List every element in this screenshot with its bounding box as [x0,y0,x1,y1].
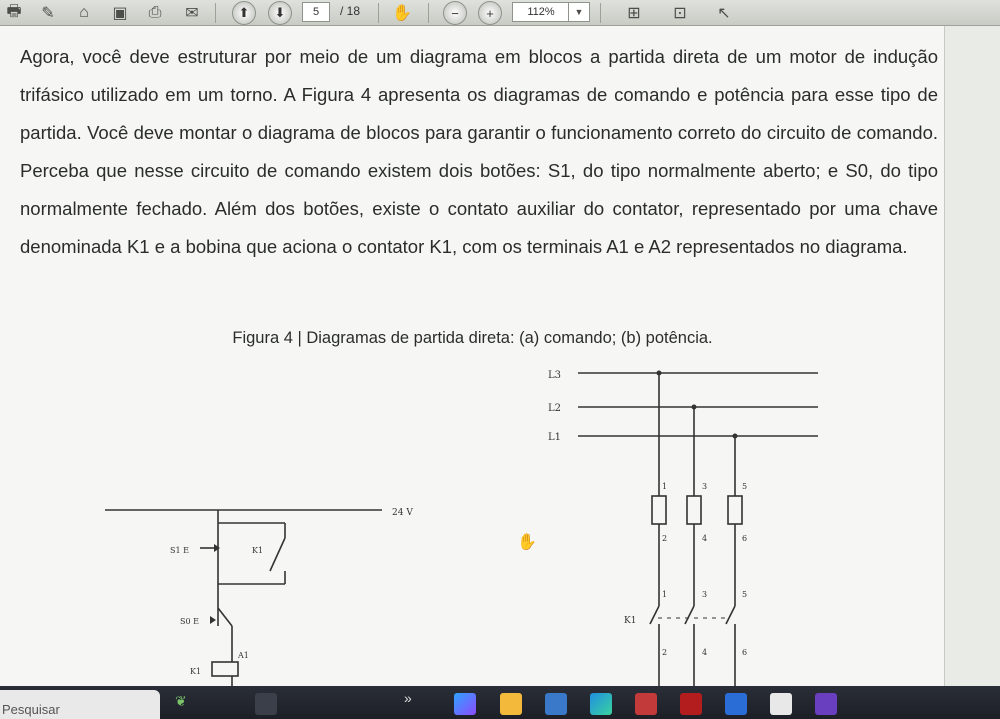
command-diagram [105,510,382,688]
s1-arrow-icon [214,544,220,552]
home-icon[interactable]: ⌂ [79,4,89,21]
line-label-l1: L1 [548,432,562,443]
a1-label: A1 [238,651,249,660]
hand-cursor-icon: ✋ [517,534,537,551]
contactor-label: K1 [624,616,637,626]
contact-k1-3 [726,606,735,624]
pdf-reader-icon[interactable] [680,693,702,715]
edit-icon[interactable]: ✎ [41,5,55,22]
line-label-l2: L2 [548,403,562,414]
contactor-bottom-2: 2 [662,648,668,657]
junction-l2 [692,405,697,410]
fuse-bottom-4: 4 [702,534,708,543]
up-icon[interactable]: ⬆ [232,1,256,25]
toolbar-separator [428,3,429,23]
minus-icon[interactable]: − [443,1,467,25]
k1-contact-label: K1 [252,546,264,555]
store-icon[interactable] [545,693,567,715]
fit-icon[interactable]: ⊞ [627,5,641,22]
page-total: / 18 [340,4,361,18]
expand-icon[interactable]: ⊡ [673,5,687,22]
contactor-bottom-6: 6 [742,648,748,657]
s0-contact [218,608,232,626]
fuse-top-1: 1 [662,482,668,491]
s1-label: S1 E [170,546,189,555]
dropdown-icon[interactable]: ▼ [568,2,590,22]
zoom-input[interactable]: 112% [512,2,570,22]
fuse-bottom-6: 6 [742,534,748,543]
contactor-top-1: 1 [662,590,668,599]
k1-coil [212,662,238,676]
fuse-1 [652,496,666,524]
save-icon[interactable]: ▣ [112,5,128,22]
contactor-top-5: 5 [742,590,748,599]
overflow-chevron-icon[interactable]: » [404,690,412,706]
teams-icon[interactable] [815,693,837,715]
edge-browser-icon[interactable] [590,693,612,715]
page-number-input[interactable]: 5 [302,2,330,22]
mail-icon[interactable]: ✉ [185,5,199,22]
print-icon[interactable]: 🖶 [6,2,22,20]
fuse-bottom-2: 2 [662,534,668,543]
k1-auxiliary-contact [270,538,285,571]
plus-icon[interactable]: + [478,1,502,25]
windows-taskbar [0,686,1000,719]
fuse-2 [687,496,701,524]
printer-icon[interactable]: ⎙ [148,4,162,21]
copilot-icon[interactable] [454,693,476,715]
file-explorer-icon[interactable] [500,693,522,715]
toolbar-separator [600,3,601,23]
supply-label: 24 V [392,508,413,518]
line-label-l3: L3 [548,370,562,381]
figure-caption: Figura 4 | Diagramas de partida direta: (a) comando; (b) potência. [232,329,713,347]
fuse-top-3: 3 [702,482,708,491]
junction-l1 [733,434,738,439]
fuse-3 [728,496,742,524]
document-page [0,26,945,686]
contactor-top-3: 3 [702,590,708,599]
chrome-icon[interactable] [770,693,792,715]
s0-arrow-icon [210,616,216,624]
toolbar-separator [215,3,216,23]
junction-l3 [657,371,662,376]
contactor-bottom-4: 4 [702,648,708,657]
toolbar-separator [378,3,379,23]
plant-widget-icon[interactable]: ❦ [175,693,187,709]
s0-label: S0 E [180,617,199,626]
task-view-icon[interactable] [255,693,277,715]
pdf-toolbar [0,0,1000,26]
contact-k1-1 [650,606,659,624]
body-paragraph: Agora, você deve estruturar por meio de um diagrama em blocos a partida direta de um motor de indução trifásico utilizado em um torno. A Figura 4 apresenta os diagramas de comando e potência para esse tipo de partida. Você deve montar o diagrama de blocos para garantir o funcionamento correto do circuito de comando. Perceba que nesse circuito de comando existem dois botões: S1, do tipo normalmente aberto; e S0, do tipo normalmente fechado. Além dos botões, existe o contato auxiliar do contator, representado por uma chave denominada K1 e a bobina que aciona o contator K1, com os terminais A1 e A2 representados no diagrama. [20,46,938,257]
fuse-top-5: 5 [742,482,748,491]
taskbar-search-input[interactable]: Pesquisar [0,690,160,719]
contact-k1-2 [685,606,694,624]
hand-icon[interactable]: ✋ [392,5,412,22]
power-diagram [578,373,818,686]
office-icon[interactable] [635,693,657,715]
circuit-diagrams [0,26,945,686]
word-icon[interactable] [725,693,747,715]
down-icon[interactable]: ⬇ [268,1,292,25]
pointer-icon[interactable]: ↖ [717,5,731,22]
coil-label: K1 [190,667,202,676]
